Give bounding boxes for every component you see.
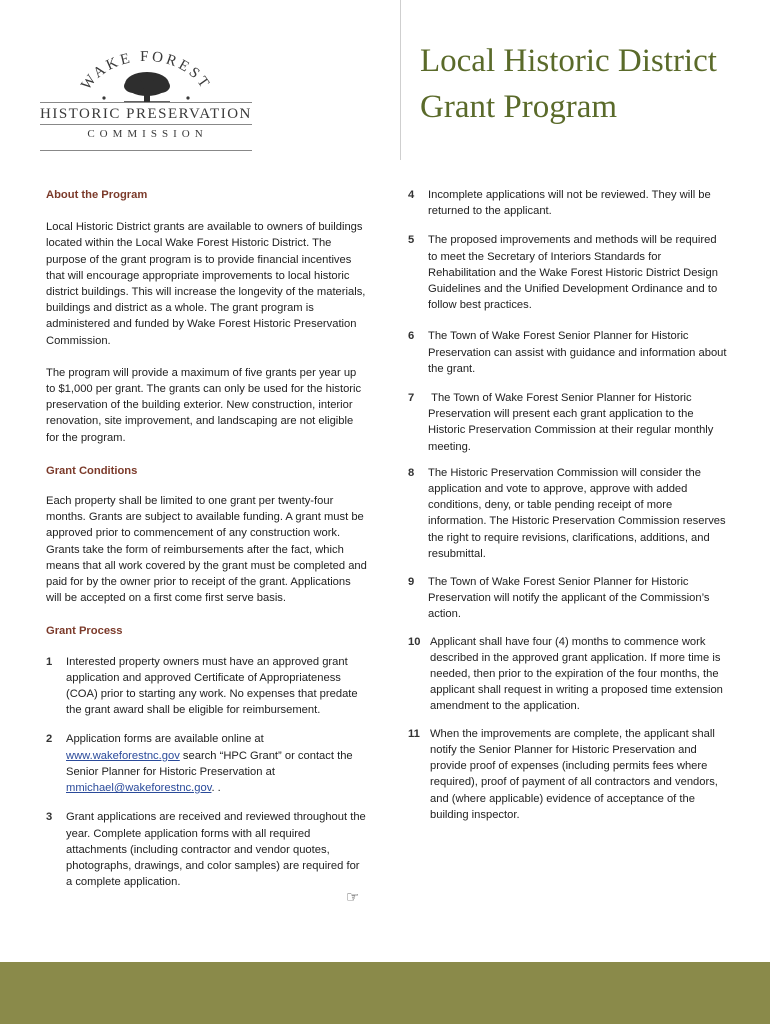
item-text: When the improvements are complete, the applicant shall notify the Senior Planner for Historic Preservation and provide proof of expenses (including permits fees where required), proof of payment of all contractors and vendors, and (where applicable) evidence of acceptance of the building inspector.: [430, 727, 718, 821]
item-text-mid: search “HPC Grant” or contact the Senior Planner for Historic Preservation at: [66, 749, 353, 778]
item-text: Incomplete applications will not be reviewed. They will be returned to the applicant.: [428, 189, 711, 218]
logo-subtitle: COMMISSION: [87, 128, 208, 140]
item-number: 10: [408, 635, 421, 648]
website-link[interactable]: www.wakeforestnc.gov: [66, 749, 180, 762]
item-text-post: . .: [211, 782, 221, 795]
process-item-3: [46, 809, 368, 890]
page-title: [420, 38, 760, 130]
process-item-9: [408, 574, 728, 623]
logo-title: HISTORIC PRESERVATION: [40, 106, 252, 122]
page-title-line-2: Grant Program: [420, 89, 618, 125]
item-number: 6: [408, 330, 415, 343]
hpc-logo: [36, 40, 256, 160]
about-heading: About the Program: [46, 189, 148, 201]
item-text: The proposed improvements and methods will be required to meet the Secretary of Interiors Standards for Rehabilitation and the Wake Forest Historic District Design Guidelines and the Unified Development Ordinance and to follow best practices.: [428, 234, 718, 312]
conditions-heading: Grant Conditions: [46, 464, 138, 477]
item-number: 2: [46, 733, 53, 746]
header-divider: [400, 0, 401, 160]
process-item-11: [408, 726, 728, 823]
item-number: 5: [408, 234, 415, 247]
item-number: 9: [408, 576, 415, 589]
process-item-4: [408, 187, 728, 219]
process-item-6: [408, 328, 728, 377]
page-title-line-1: Local Historic District: [420, 43, 717, 79]
logo-rule-middle: [40, 124, 252, 125]
process-item-1: [46, 654, 368, 719]
item-text: The Historic Preservation Commission will consider the application and vote to approve, approve with added conditions, deny, or table pending receipt of more information. The Historic Preservation Commission reserves the right to require revisions, clarifications, additions, and resubmittal.: [428, 466, 726, 560]
item-text: The Town of Wake Forest Senior Planner for Historic Preservation will notify the applicant of the Commission’s action.: [428, 576, 710, 621]
process-heading: Grant Process: [46, 625, 123, 638]
item-number: 11: [408, 727, 420, 740]
item-number: 3: [46, 811, 53, 824]
item-text: Interested property owners must have an approved grant application and approved Certificate of Appropriateness (COA) prior to starting any work. No expenses that predate the grant award shall be eligible for reimbursement.: [66, 655, 358, 717]
process-item-7: [408, 390, 728, 455]
item-text: The Town of Wake Forest Senior Planner for Historic Preservation can assist with guidance and information about the grant.: [428, 330, 727, 375]
logo-rule-bottom: [40, 150, 252, 151]
process-item-5: [408, 232, 728, 313]
item-text-pre: Application forms are available online at: [66, 733, 264, 746]
conditions-paragraph: Each property shall be limited to one grant per twenty-four months. Grants are subject to available funding. A grant must be approved prior to commencement of any construction work. Grants take the form of reimbursements after the fact, which means that all work covered by the grant must be completed and paid for by the owner prior to receipt of the grant. Applications will be accepted on a first come first serve basis.: [46, 495, 367, 605]
about-paragraph-2: The program will provide a maximum of five grants per year up to $1,000 per grant. The grants can only be used for the historic preservation of the building exterior. New construction, interior renovation, site improvement, and landscaping are not eligible for the program.: [46, 366, 362, 444]
item-text: The Town of Wake Forest Senior Planner for Historic Preservation will present each grant application to the Historic Preservation Commission at their regular monthly meeting.: [428, 392, 717, 453]
item-number: 1: [46, 655, 53, 668]
item-number: 4: [408, 189, 415, 201]
about-paragraph-1: Local Historic District grants are available to owners of buildings located within the Local Wake Forest Historic District. The purpose of the grant program is to provide financial incentives that will encourage appropriate improvements to local historic district buildings. This will increase the longevity of the materials, buildings and district as a whole. The grant program is administered and funded by Wake Forest Historic Preservation Commission.: [46, 221, 366, 347]
process-item-2: [46, 731, 368, 796]
item-text: Grant applications are received and reviewed throughout the year. Complete application forms with all required attachments (including contractor and vendor quotes, photographs, drawings, and color samples) are required for a complete application.: [66, 811, 366, 889]
item-text: [66, 731, 368, 796]
item-number: 7: [408, 392, 415, 405]
logo-rule-top: [40, 102, 252, 103]
process-item-8: [408, 465, 728, 562]
item-number: 8: [408, 466, 415, 479]
email-link[interactable]: mmichael@wakeforestnc.gov: [66, 782, 212, 795]
right-column: [408, 187, 728, 823]
page-turn-icon: ☞: [346, 889, 360, 906]
process-item-10: [408, 634, 728, 715]
oak-tree-emblem-icon: [36, 40, 256, 110]
left-column: [46, 187, 368, 890]
footer-bar: [0, 962, 770, 1024]
logo-arc-text: WAKE FOREST: [78, 48, 214, 94]
item-text: Applicant shall have four (4) months to commence work described in the approved grant application. If more time is needed, then prior to the expiration of the four months, the applicant shall request in writing a proposed time extension amendment to the application.: [430, 635, 723, 713]
